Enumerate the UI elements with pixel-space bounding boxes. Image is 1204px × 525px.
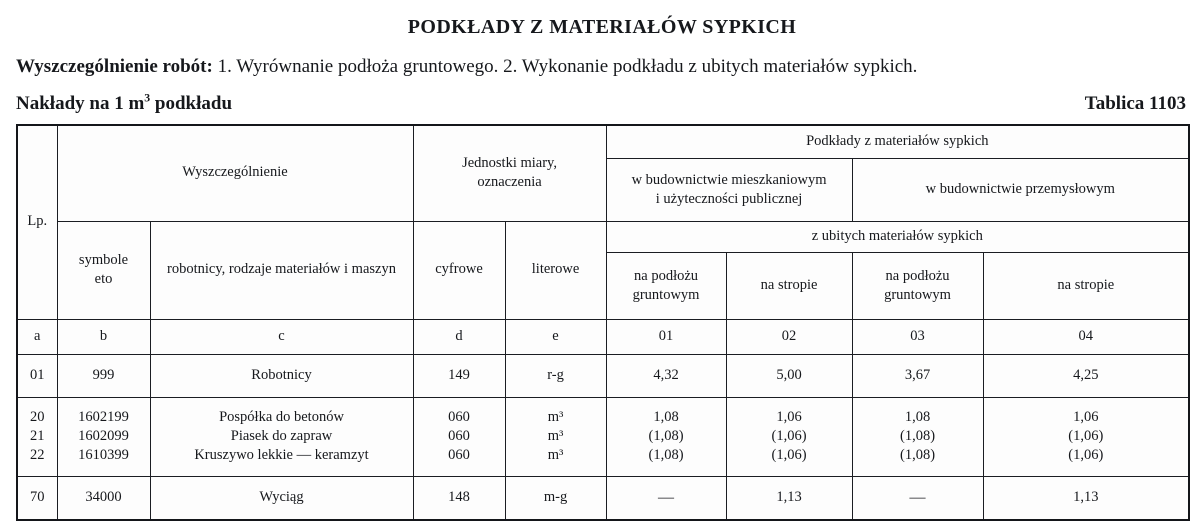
page-title: PODKŁADY Z MATERIAŁÓW SYPKICH (407, 16, 797, 38)
lit-line: m-g (543, 489, 568, 506)
col-number-04: 04 (983, 319, 1189, 354)
v04-stack-2 (987, 488, 1186, 507)
cell-value-02 (726, 476, 852, 520)
cell-value-04 (983, 354, 1189, 397)
norm-basis-pre: Nakłady na 1 m (16, 92, 145, 114)
scope-label: Wyszczególnienie robót: (16, 56, 213, 77)
cyf-stack-1 (417, 408, 502, 465)
cell-value-01 (606, 476, 726, 520)
lp-line: 22 (30, 447, 45, 464)
desc-line: Piasek do zapraw (230, 428, 333, 445)
v01-stack-1 (610, 408, 723, 465)
eto-line: 1610399 (78, 447, 129, 464)
header-row-1 (17, 125, 1189, 159)
lit-line: r-g (547, 367, 564, 384)
header-strop-02: na stropie (726, 252, 852, 319)
header-symbole-eto (57, 221, 150, 319)
cell-lp (17, 476, 57, 520)
cell-description (150, 476, 413, 520)
header-symbole-line2: eto (94, 271, 113, 288)
header-mieszkaniowe-line2: i użyteczności publicznej (655, 190, 803, 207)
v02-line: 5,00 (776, 367, 802, 384)
cyf-line: 060 (448, 409, 470, 425)
cell-eto (57, 397, 150, 476)
lp-line: 01 (30, 367, 45, 384)
header-mieszkaniowe-line1: w budownictwie mieszkaniowym (631, 171, 827, 188)
v01-line: (1,08) (648, 428, 684, 445)
cell-description (150, 397, 413, 476)
cell-description (150, 354, 413, 397)
eto-line: 34000 (85, 489, 122, 506)
v01-stack-0 (610, 366, 723, 385)
col-letter-e: e (505, 319, 606, 354)
cell-literowe (505, 476, 606, 520)
scope-of-works-line (16, 56, 1188, 79)
norm-basis-label (16, 91, 233, 115)
desc-stack-1 (154, 408, 410, 465)
document-page (0, 8, 1204, 525)
v03-line: 1,08 (904, 409, 931, 425)
eto-stack-2 (61, 488, 147, 507)
cyf-line: 060 (448, 447, 470, 464)
lit-stack-2 (509, 488, 603, 507)
v02-line: 1,13 (776, 489, 802, 506)
cell-value-01 (606, 354, 726, 397)
cell-value-04 (983, 397, 1189, 476)
norm-header-row (16, 91, 1188, 115)
v04-stack-0 (987, 366, 1186, 385)
header-podloze-03-line1: na podłożu (885, 267, 950, 284)
v02-stack-0 (730, 366, 849, 385)
header-wyszczegolnienie: Wyszczególnienie (57, 125, 413, 222)
header-row-3 (17, 221, 1189, 252)
table-number: Tablica 1103 (1084, 92, 1186, 114)
v03-line: (1,08) (900, 447, 936, 464)
col-number-01: 01 (606, 319, 726, 354)
header-jednostki-line1: Jednostki miary, (462, 155, 557, 172)
header-symbole-line1: symbole (78, 252, 129, 269)
eto-stack-0 (61, 366, 147, 385)
eto-line: 1602099 (78, 428, 129, 445)
v03-line: (1,08) (900, 428, 936, 445)
v01-line: (1,08) (648, 447, 684, 464)
table-row (17, 354, 1189, 397)
v02-stack-2 (730, 488, 849, 507)
lit-stack-0 (509, 366, 603, 385)
cell-value-02 (726, 397, 852, 476)
header-budownictwo-przemyslowe: w budownictwie przemysłowym (852, 158, 1189, 221)
v01-line: — (658, 489, 675, 507)
v01-stack-2 (610, 487, 723, 508)
lp-stack-1 (21, 408, 54, 465)
v03-line: 3,67 (904, 367, 931, 384)
header-podloze-01-line1: na podłożu (634, 267, 699, 284)
v03-line: — (909, 489, 926, 507)
cell-value-01 (606, 397, 726, 476)
v04-line: (1,06) (1068, 428, 1104, 445)
lp-line: 70 (30, 489, 45, 506)
header-budownictwo-mieszkaniowe (606, 158, 852, 221)
v01-line: 4,32 (653, 367, 679, 384)
v04-line: 1,06 (1073, 409, 1099, 425)
header-z-ubitych-materialow: z ubitych materiałów sypkich (606, 221, 1189, 252)
lit-line: m³ (547, 447, 564, 464)
cell-cyfrowe (413, 397, 505, 476)
header-podloze-01-line2: gruntowym (632, 286, 700, 303)
cell-literowe (505, 354, 606, 397)
eto-stack-1 (61, 408, 147, 465)
col-letter-c: c (150, 319, 413, 354)
header-strop-04: na stropie (983, 252, 1189, 319)
cell-value-02 (726, 354, 852, 397)
lp-line: 21 (30, 428, 45, 445)
cyf-line: 149 (448, 367, 470, 384)
table-row (17, 476, 1189, 520)
eto-line: 1602199 (78, 409, 129, 425)
lp-stack-0 (21, 366, 54, 385)
cell-cyfrowe (413, 476, 505, 520)
col-letter-d: d (413, 319, 505, 354)
desc-stack-2 (154, 488, 410, 507)
cubic-superscript: 3 (144, 91, 151, 105)
cell-value-03 (852, 354, 983, 397)
v01-line: 1,08 (653, 409, 679, 425)
eto-line: 999 (92, 367, 115, 384)
v03-stack-0 (856, 366, 980, 385)
col-letter-a: a (17, 319, 57, 354)
v03-stack-1 (856, 408, 980, 465)
lp-stack-2 (21, 488, 54, 507)
header-jednostki-miary (413, 125, 606, 222)
v02-line: (1,06) (771, 428, 807, 445)
desc-line: Kruszywo lekkie — keramzyt (194, 447, 369, 464)
cell-value-03 (852, 397, 983, 476)
column-designation-row (17, 319, 1189, 354)
header-podloze-gruntowe-03 (852, 252, 983, 319)
v04-stack-1 (987, 408, 1186, 465)
cell-value-03 (852, 476, 983, 520)
cell-eto (57, 476, 150, 520)
cell-eto (57, 354, 150, 397)
lp-line: 20 (30, 409, 45, 425)
cell-lp (17, 397, 57, 476)
header-lp: Lp. (17, 125, 57, 320)
header-robotnicy-materialy-maszyny: robotnicy, rodzaje materiałów i maszyn (150, 221, 413, 319)
cyf-line: 148 (448, 489, 470, 506)
cyf-stack-2 (417, 488, 502, 507)
desc-stack-0 (154, 366, 410, 385)
norm-basis-post: podkładu (150, 92, 233, 114)
labour-norms-table (16, 124, 1190, 521)
table-row (17, 397, 1189, 476)
lit-line: m³ (547, 428, 564, 445)
desc-line: Robotnicy (251, 367, 312, 384)
col-number-02: 02 (726, 319, 852, 354)
v04-line: 1,13 (1073, 489, 1099, 506)
v02-line: (1,06) (771, 447, 807, 464)
cell-cyfrowe (413, 354, 505, 397)
cyf-line: 060 (448, 428, 470, 445)
header-podloze-03-line2: gruntowym (884, 286, 951, 303)
scope-text: 1. Wyrównanie podłoża gruntowego. 2. Wykonanie podkładu z ubitych materiałów sypkich. (217, 56, 918, 77)
header-jednostki-line2: oznaczenia (477, 174, 542, 191)
header-podloze-gruntowe-01 (606, 252, 726, 319)
v04-line: (1,06) (1068, 447, 1104, 464)
lit-stack-1 (509, 408, 603, 465)
header-literowe: literowe (505, 221, 606, 319)
cyf-stack-0 (417, 366, 502, 385)
cell-literowe (505, 397, 606, 476)
v04-line: 4,25 (1073, 367, 1099, 384)
col-letter-b: b (57, 319, 150, 354)
desc-line: Pospółka do betonów (219, 409, 344, 425)
header-cyfrowe: cyfrowe (413, 221, 505, 319)
cell-value-04 (983, 476, 1189, 520)
v03-stack-2 (856, 487, 980, 508)
v02-line: 1,06 (776, 409, 802, 425)
desc-line: Wyciąg (259, 489, 304, 506)
v02-stack-1 (730, 408, 849, 465)
col-number-03: 03 (852, 319, 983, 354)
lit-line: m³ (547, 409, 564, 425)
cell-lp (17, 354, 57, 397)
header-podklady-sypkie: Podkłady z materiałów sypkich (606, 125, 1189, 159)
